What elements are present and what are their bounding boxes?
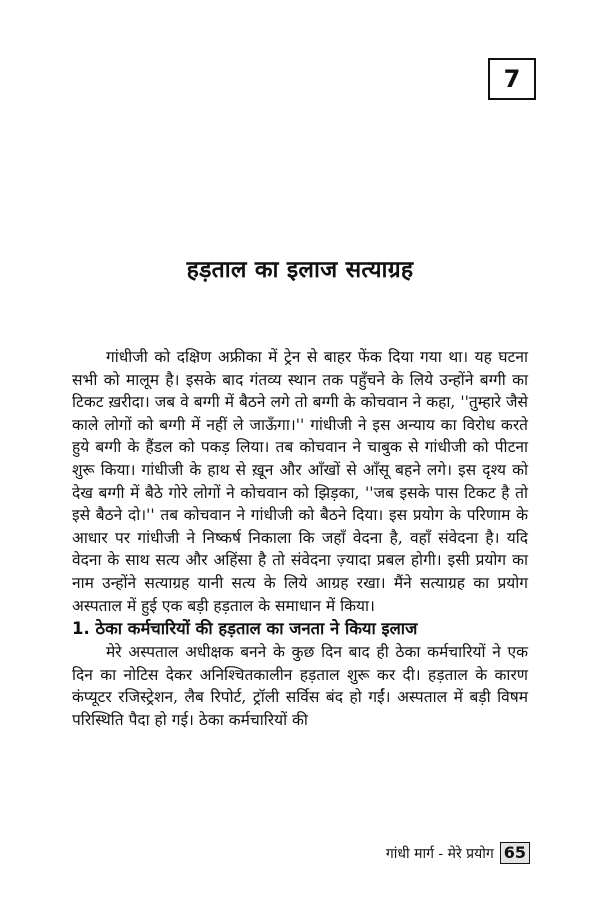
- page-footer: [386, 842, 530, 864]
- intro-paragraph: गांधीजी को दक्षिण अफ्रीका में ट्रेन से बाहर फेंक दिया गया था। यह घटना सभी को मालूम है। इसके बाद गंतव्य स्थान तक पहुँचने के लिये उन्होंने बग्गी का टिकट ख़रीदा। जब वे बग्गी में बैठने लगे तो बग्गी के कोचवान ने कहा, ''तुम्हारे जैसे काले लोगों को बग्गी में नहीं ले जाऊँगा।'' गांधीजी ने इस अन्याय का विरोध करते हुये बग्गी के हैंडल को पकड़ लिया। तब कोचवान ने चाबुक से गांधीजी को पीटना शुरू किया। गांधीजी के हाथ से ख़ून और आँखों से आँसू बहने लगे। इस दृश्य को देख बग्गी में बैठे गोरे लोगों ने कोचवान को झिड़का, ''जब इसके पास टिकट है तो इसे बैठने दो।'' तब कोचवान ने गांधीजी को बैठने दिया। इस प्रयोग के परिणाम के आधार पर गांधीजी ने निष्कर्ष निकाला कि जहाँ वेदना है, वहाँ संवेदना है। यदि वेदना के साथ सत्य और अहिंसा है तो संवेदना ज़्यादा प्रबल होगी। इसी प्रयोग का नाम उन्होंने सत्याग्रह यानी सत्य के लिये आग्रह रखा। मैंने सत्याग्रह का प्रयोग अस्पताल में हुई एक बड़ी हड़ताल के समाधान में किया।: [72, 348, 528, 615]
- chapter-title: हड़ताल का इलाज सत्याग्रह: [186, 257, 414, 283]
- page-number: 65: [500, 842, 530, 864]
- section-heading: 1. ठेका कर्मचारियों की हड़ताल का जनता ने किया इलाज: [72, 619, 418, 639]
- body-text: [72, 346, 528, 732]
- chapter-number-box: [488, 58, 536, 100]
- section-paragraph: मेरे अस्पताल अधीक्षक बनने के कुछ दिन बाद ही ठेका कर्मचारियों ने एक दिन का नोटिस देकर अनिश्चितकालीन हड़ताल शुरू कर दी। हड़ताल के कारण कंप्यूटर रजिस्ट्रेशन, लैब रिपोर्ट, ट्रॉली सर्विस बंद हो गईं। अस्पताल में बड़ी विषम परिस्थिति पैदा हो गई। ठेका कर्मचारियों की: [72, 643, 528, 729]
- chapter-number: 7: [503, 65, 521, 93]
- footer-book-title: गांधी मार्ग - मेरे प्रयोग: [385, 845, 494, 862]
